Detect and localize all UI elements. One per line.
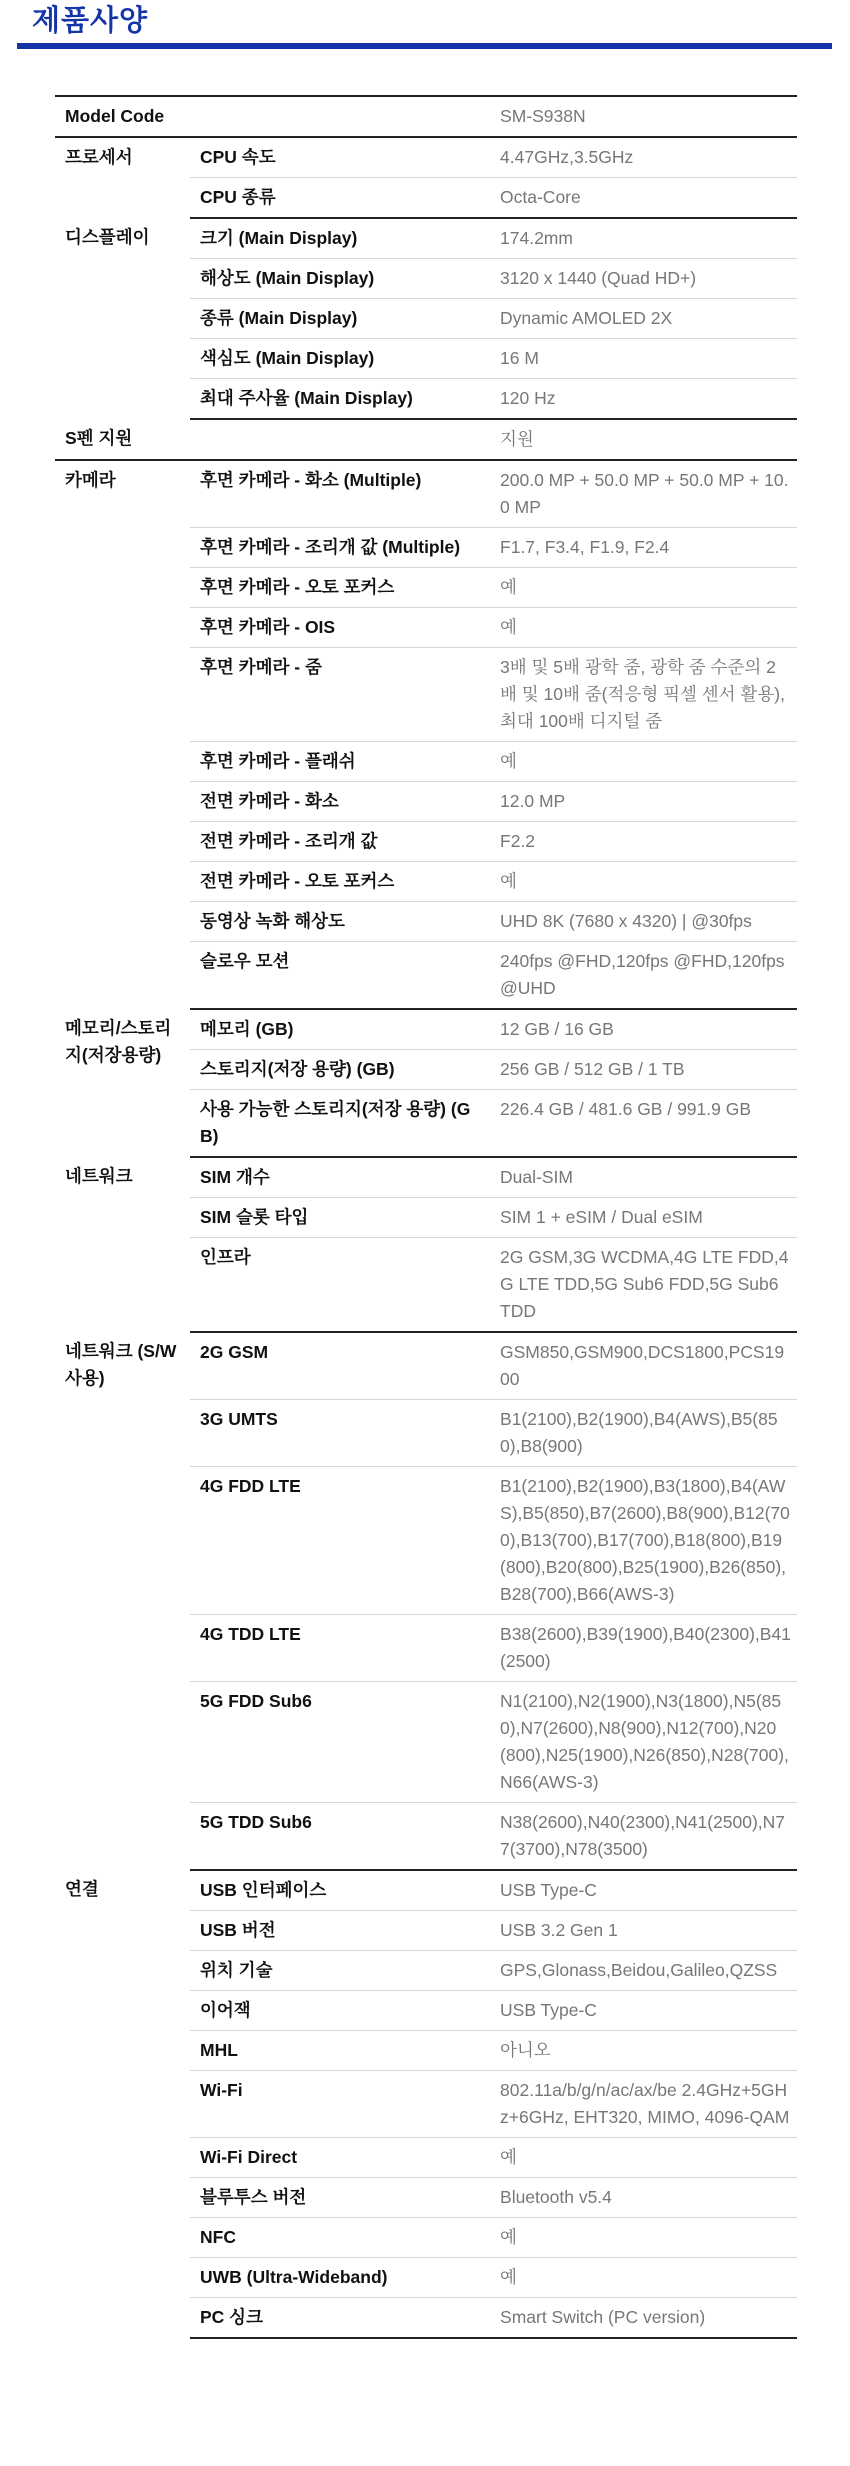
spec-value: 256 GB / 512 GB / 1 TB	[490, 1050, 797, 1090]
spec-value: USB 3.2 Gen 1	[490, 1911, 797, 1951]
spec-label: 위치 기술	[190, 1951, 490, 1991]
spec-value: SM-S938N	[490, 96, 797, 137]
spec-label: CPU 종류	[190, 178, 490, 219]
spec-category: 네트워크 (S/W 사용)	[65, 1341, 177, 1388]
spec-label: 4G FDD LTE	[190, 1467, 490, 1615]
spec-label: 최대 주사율 (Main Display)	[190, 379, 490, 420]
spec-value: 120 Hz	[490, 379, 797, 420]
spec-label: 해상도 (Main Display)	[190, 259, 490, 299]
spec-label: PC 싱크	[190, 2298, 490, 2339]
spec-label: USB 인터페이스	[190, 1870, 490, 1911]
spec-value: 3120 x 1440 (Quad HD+)	[490, 259, 797, 299]
spec-label: 후면 카메라 - 오토 포커스	[190, 568, 490, 608]
spec-label: 후면 카메라 - 조리개 값 (Multiple)	[190, 528, 490, 568]
spec-value: Octa-Core	[490, 178, 797, 219]
spec-value: 16 M	[490, 339, 797, 379]
spec-row	[55, 218, 797, 259]
spec-table	[55, 95, 797, 2339]
spec-value: 4.47GHz,3.5GHz	[490, 137, 797, 178]
spec-category: 네트워크	[65, 1166, 133, 1186]
spec-value: B1(2100),B2(1900),B4(AWS),B5(850),B8(900)	[490, 1400, 797, 1467]
spec-row	[55, 419, 797, 460]
spec-category: 메모리/스토리지(저장용량)	[65, 1018, 172, 1065]
title-divider	[17, 43, 832, 49]
spec-table-body	[55, 96, 797, 2338]
spec-value: 예	[490, 608, 797, 648]
spec-value: 12.0 MP	[490, 782, 797, 822]
spec-value: Dynamic AMOLED 2X	[490, 299, 797, 339]
spec-value: 226.4 GB / 481.6 GB / 991.9 GB	[490, 1090, 797, 1158]
spec-value: 예	[490, 2258, 797, 2298]
spec-value: 12 GB / 16 GB	[490, 1009, 797, 1050]
spec-value: 174.2mm	[490, 218, 797, 259]
spec-label: 사용 가능한 스토리지(저장 용량) (GB)	[190, 1090, 490, 1158]
spec-value: 예	[490, 742, 797, 782]
spec-value: 지원	[490, 419, 797, 460]
spec-label: MHL	[190, 2031, 490, 2071]
spec-label: 전면 카메라 - 조리개 값	[190, 822, 490, 862]
spec-label: 이어잭	[190, 1991, 490, 2031]
spec-label: 슬로우 모션	[190, 942, 490, 1010]
spec-label: CPU 속도	[190, 137, 490, 178]
spec-value: GPS,Glonass,Beidou,Galileo,QZSS	[490, 1951, 797, 1991]
spec-label	[190, 419, 490, 460]
spec-label: 메모리 (GB)	[190, 1009, 490, 1050]
spec-label: 후면 카메라 - 플래쉬	[190, 742, 490, 782]
spec-value: 802.11a/b/g/n/ac/ax/be 2.4GHz+5GHz+6GHz, EHT320, MIMO, 4096-QAM	[490, 2071, 797, 2138]
spec-value: UHD 8K (7680 x 4320) | @30fps	[490, 902, 797, 942]
spec-label: 후면 카메라 - OIS	[190, 608, 490, 648]
spec-label: 전면 카메라 - 오토 포커스	[190, 862, 490, 902]
spec-value: Dual-SIM	[490, 1157, 797, 1198]
spec-value: B38(2600),B39(1900),B40(2300),B41(2500)	[490, 1615, 797, 1682]
spec-category: S펜 지원	[55, 419, 190, 460]
spec-label: Wi-Fi Direct	[190, 2138, 490, 2178]
spec-row	[55, 1009, 797, 1050]
spec-label: Model Code	[55, 96, 490, 137]
spec-label: 후면 카메라 - 줌	[190, 648, 490, 742]
spec-label: 스토리지(저장 용량) (GB)	[190, 1050, 490, 1090]
spec-label: 2G GSM	[190, 1332, 490, 1400]
spec-label: NFC	[190, 2218, 490, 2258]
spec-row	[55, 1157, 797, 1198]
spec-value: 예	[490, 2218, 797, 2258]
spec-value: GSM850,GSM900,DCS1800,PCS1900	[490, 1332, 797, 1400]
spec-value: F1.7, F3.4, F1.9, F2.4	[490, 528, 797, 568]
spec-category: 연결	[65, 1879, 99, 1899]
spec-label: 5G TDD Sub6	[190, 1803, 490, 1871]
spec-value: SIM 1 + eSIM / Dual eSIM	[490, 1198, 797, 1238]
spec-value: F2.2	[490, 822, 797, 862]
spec-row	[55, 460, 797, 528]
spec-label: Wi-Fi	[190, 2071, 490, 2138]
spec-label: USB 버전	[190, 1911, 490, 1951]
spec-label: 4G TDD LTE	[190, 1615, 490, 1682]
spec-label: 5G FDD Sub6	[190, 1682, 490, 1803]
spec-value: Bluetooth v5.4	[490, 2178, 797, 2218]
spec-value: 예	[490, 2138, 797, 2178]
spec-label: 인프라	[190, 1238, 490, 1333]
spec-value: N38(2600),N40(2300),N41(2500),N77(3700),N78(3500)	[490, 1803, 797, 1871]
spec-label: 후면 카메라 - 화소 (Multiple)	[190, 460, 490, 528]
spec-value: 예	[490, 568, 797, 608]
page-title: 제품사양	[32, 5, 149, 37]
spec-value: 아니오	[490, 2031, 797, 2071]
spec-label: 종류 (Main Display)	[190, 299, 490, 339]
spec-label: 크기 (Main Display)	[190, 218, 490, 259]
spec-value: N1(2100),N2(1900),N3(1800),N5(850),N7(2600),N8(900),N12(700),N20(800),N25(1900),N26(850),N28(700),N66(AWS-3)	[490, 1682, 797, 1803]
spec-category: 프로세서	[65, 147, 133, 167]
spec-category: 디스플레이	[65, 227, 150, 247]
spec-value: B1(2100),B2(1900),B3(1800),B4(AWS),B5(850),B7(2600),B8(900),B12(700),B13(700),B17(700),B18(800),B19(800),B20(800),B25(1900),B26(850),B28(700),B66(AWS-3)	[490, 1467, 797, 1615]
spec-value: 200.0 MP + 50.0 MP + 50.0 MP + 10.0 MP	[490, 460, 797, 528]
spec-row	[55, 96, 797, 137]
spec-row	[55, 137, 797, 178]
spec-label: 동영상 녹화 해상도	[190, 902, 490, 942]
spec-label: SIM 슬롯 타입	[190, 1198, 490, 1238]
spec-label: 색심도 (Main Display)	[190, 339, 490, 379]
spec-value: Smart Switch (PC version)	[490, 2298, 797, 2339]
spec-value: 240fps @FHD,120fps @FHD,120fps @UHD	[490, 942, 797, 1010]
spec-label: 블루투스 버전	[190, 2178, 490, 2218]
spec-category: 카메라	[65, 470, 116, 490]
spec-value: USB Type-C	[490, 1991, 797, 2031]
spec-label: UWB (Ultra-Wideband)	[190, 2258, 490, 2298]
spec-value: 3배 및 5배 광학 줌, 광학 줌 수준의 2배 및 10배 줌(적응형 픽셀 센서 활용), 최대 100배 디지털 줌	[490, 648, 797, 742]
spec-label: 전면 카메라 - 화소	[190, 782, 490, 822]
spec-value: USB Type-C	[490, 1870, 797, 1911]
spec-value: 2G GSM,3G WCDMA,4G LTE FDD,4G LTE TDD,5G Sub6 FDD,5G Sub6 TDD	[490, 1238, 797, 1333]
spec-row	[55, 1870, 797, 1911]
spec-row	[55, 1332, 797, 1400]
spec-label: SIM 개수	[190, 1157, 490, 1198]
spec-label: 3G UMTS	[190, 1400, 490, 1467]
spec-value: 예	[490, 862, 797, 902]
